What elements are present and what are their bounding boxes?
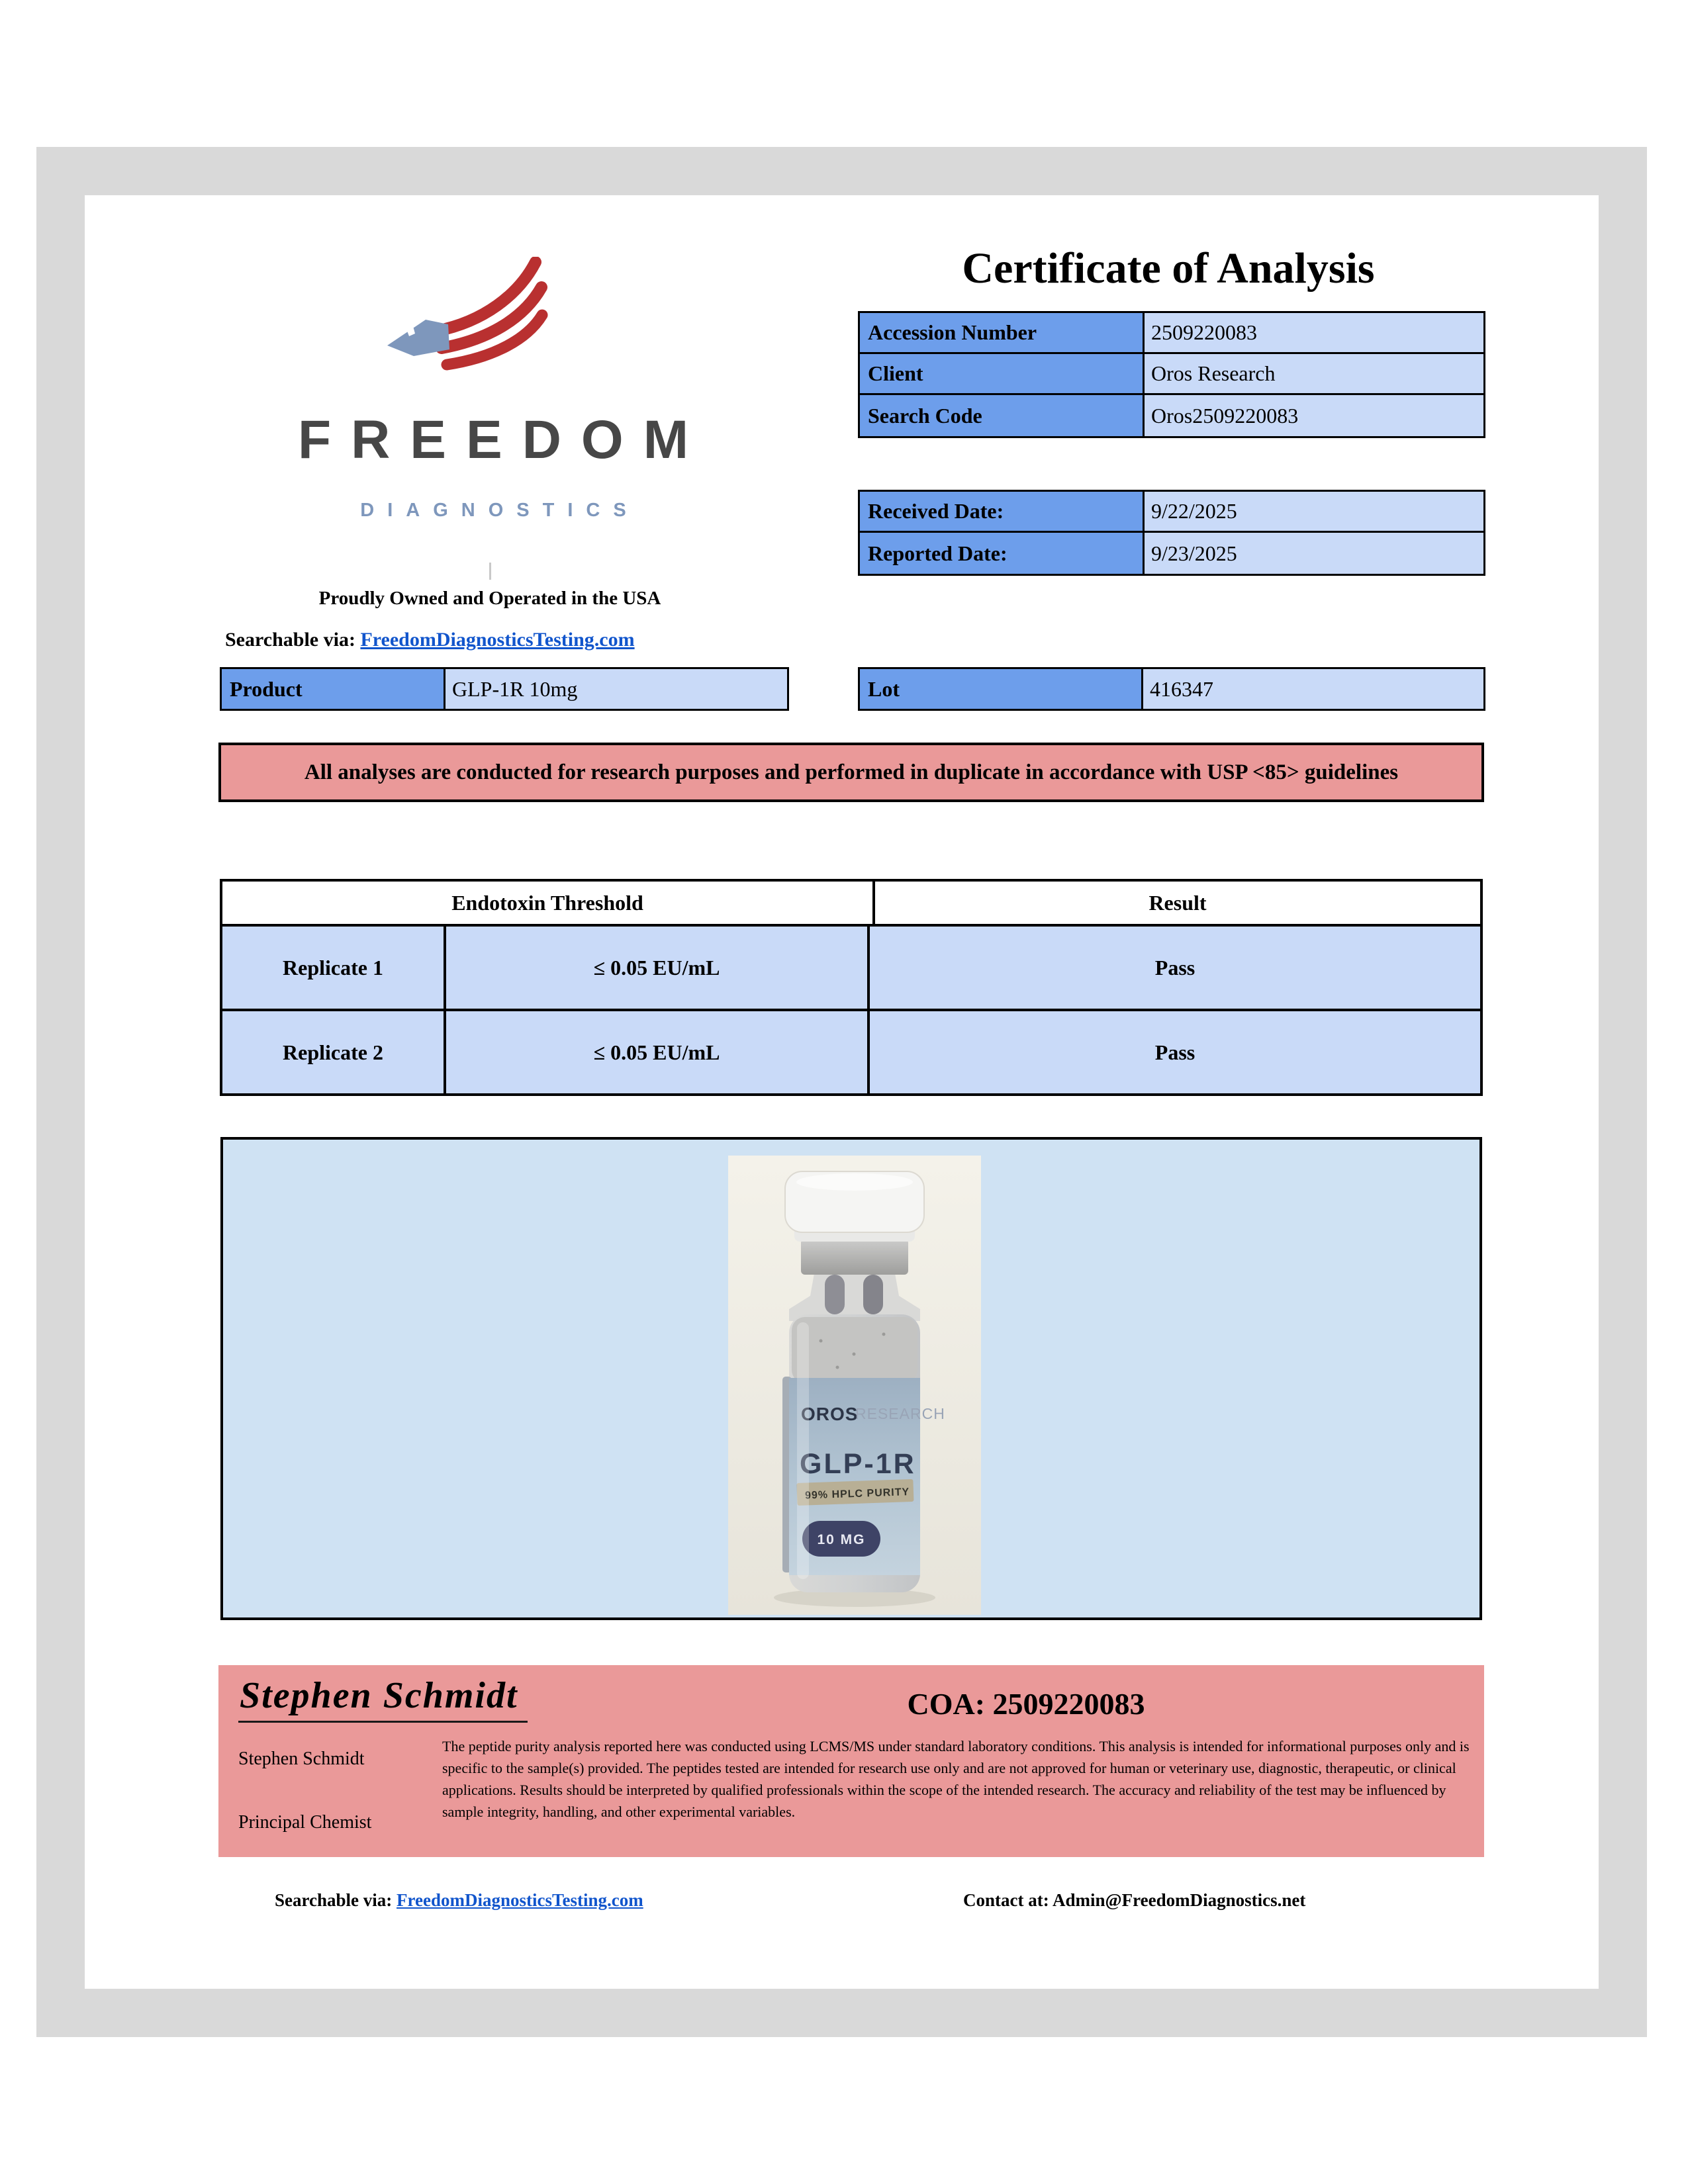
reported-date-value: 9/23/2025 (1145, 533, 1483, 574)
table-row (222, 1009, 1480, 1093)
vial-brand-primary: OROS (801, 1404, 859, 1424)
endotoxin-header-row (222, 882, 1480, 924)
product-table (220, 667, 789, 711)
coa-number: COA: 2509220083 (907, 1687, 1145, 1721)
table-row (860, 354, 1483, 395)
vial-powder (792, 1317, 917, 1383)
searchable-label: Searchable via: (225, 629, 355, 651)
page-title: Certificate of Analysis (962, 244, 1375, 293)
result-cell: Pass (1154, 1040, 1196, 1064)
product-label: Product (222, 669, 445, 709)
client-label: Client (860, 354, 1145, 393)
replicate-cell: Replicate 1 (222, 927, 446, 1009)
vial-dose-text: 10 MG (817, 1532, 866, 1547)
search-code-value: Oros2509220083 (1145, 395, 1483, 436)
logo-subbrand-text: DIAGNOSTICS (360, 500, 639, 521)
search-code-label: Search Code (860, 395, 1145, 436)
endotoxin-table (220, 879, 1483, 1096)
table-row (222, 924, 1480, 1009)
accession-number-value: 2509220083 (1145, 313, 1483, 352)
vial-purity-text: 99% HPLC PURITY (804, 1486, 910, 1502)
table-row (860, 395, 1483, 436)
footer-searchable-link[interactable]: FreedomDiagnosticsTesting.com (397, 1890, 643, 1910)
divider-tick (489, 563, 491, 580)
footer-searchable-label: Searchable via: (275, 1890, 393, 1910)
analysis-disclaimer: The peptide purity analysis reported here was conducted using LCMS/MS under standard laboratory conditions. This analysis is intended for informational purposes only and is specific to the sample(s) provided. The peptides tested are intended for research use only and are not approved for human or veterinary use, diagnostic, therapeutic, or clinical applications. Results should be interpreted by qualified professionals within the scope of the intended research. The accuracy and reliability of the test may be influenced by sample integrity, handling, and other experimental variables. (442, 1738, 1470, 1820)
vial-photo (728, 1156, 981, 1615)
searchable-line (225, 629, 635, 651)
accession-number-label: Accession Number (860, 313, 1145, 352)
table-row (860, 533, 1483, 574)
result-header: Result (872, 882, 1480, 924)
logo-brand-text: FREEDOM (298, 410, 708, 470)
signature-script: Stephen Schmidt (238, 1674, 528, 1723)
replicate-cell: Replicate 2 (222, 1011, 446, 1093)
searchable-link[interactable]: FreedomDiagnosticsTesting.com (360, 629, 635, 651)
accession-info-table (858, 311, 1485, 438)
reported-date-label: Reported Date: (860, 533, 1145, 574)
threshold-cell: ≤ 0.05 EU/mL (446, 1011, 870, 1093)
lot-table (858, 667, 1485, 711)
vial-crimp (801, 1239, 908, 1275)
dates-table (858, 490, 1485, 576)
threshold-cell: ≤ 0.05 EU/mL (446, 927, 870, 1009)
usa-tagline: Proudly Owned and Operated in the USA (318, 588, 661, 609)
lot-value: 416347 (1143, 669, 1483, 709)
signer-role: Principal Chemist (238, 1812, 372, 1833)
vial-brand-secondary: RESEARCH (855, 1405, 945, 1422)
usp-disclaimer-text: All analyses are conducted for research purposes and performed in duplicate in accordance with USP <85> guidelines (304, 760, 1399, 784)
footer-searchable-line (275, 1890, 643, 1911)
usp-disclaimer-banner (218, 743, 1484, 802)
eagle-logo-icon (367, 257, 586, 406)
table-row (860, 313, 1483, 354)
vial-product-name: GLP-1R (800, 1448, 916, 1480)
endotoxin-threshold-header: Endotoxin Threshold (451, 890, 643, 915)
received-date-value: 9/22/2025 (1145, 492, 1483, 531)
lot-label: Lot (860, 669, 1143, 709)
product-value: GLP-1R 10mg (445, 669, 787, 709)
footer-contact: Contact at: Admin@FreedomDiagnostics.net (963, 1890, 1306, 1910)
signer-name: Stephen Schmidt (238, 1749, 365, 1769)
table-row (860, 492, 1483, 533)
client-value: Oros Research (1145, 354, 1483, 393)
result-cell: Pass (1154, 955, 1196, 979)
received-date-label: Received Date: (860, 492, 1145, 531)
